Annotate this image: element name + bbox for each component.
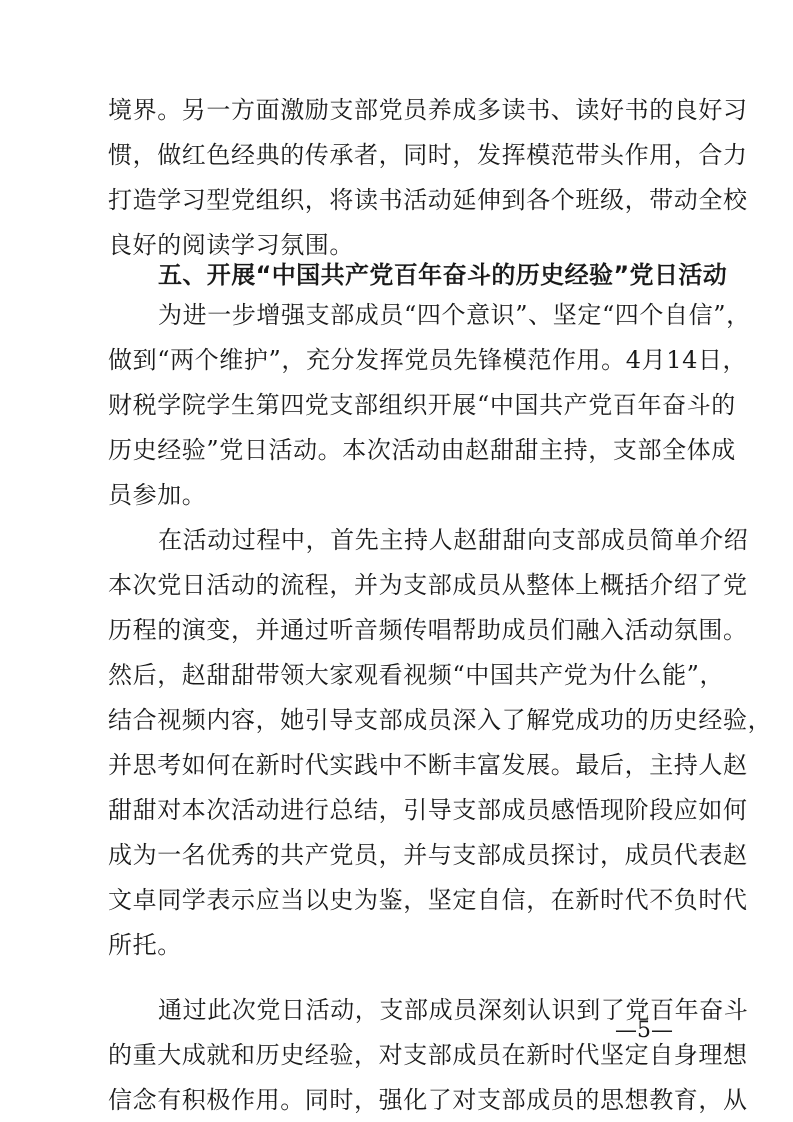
text-line: 信念有积极作用。同时，强化了对支部成员的思想教育，从 [108,1086,748,1114]
text-line: 甜甜对本次活动进行总结，引导支部成员感悟现阶段应如何 [108,796,748,824]
text-line: 的重大成就和历史经验，对支部成员在新时代坚定自身理想 [108,1041,748,1069]
text-line: 境界。另一方面激励支部党员养成多读书、读好书的良好习 [108,96,748,124]
text-line: 惯，做红色经典的传承者，同时，发挥模范带头作用，合力 [108,141,748,169]
text-line: 文卓同学表示应当以史为鉴，坚定自信，在新时代不负时代 [108,886,748,914]
text-line: 结合视频内容，她引导支部成员深入了解党成功的历史经验， [108,706,773,734]
text-line: 成为一名优秀的共产党员，并与支部成员探讨，成员代表赵 [108,841,748,869]
text-line: 所托。 [108,931,182,959]
text-line: 通过此次党日活动，支部成员深刻认识到了党百年奋斗 [158,996,749,1024]
text-line: 打造学习型党组织，将读书活动延伸到各个班级，带动全校 [108,186,748,214]
text-line: 然后，赵甜甜带领大家观看视频“中国共产党为什么能”， [108,661,725,689]
page-number: —5— [615,1018,673,1043]
text-line: 员参加。 [108,481,207,509]
section-heading: 五、开展“中国共产党百年奋斗的历史经验”党日活动 [158,261,728,289]
text-line: 做到“两个维护”，充分发挥党员先锋模范作用。4月14日， [108,346,748,374]
text-line: 历程的演变，并通过听音频传唱帮助成员们融入活动氛围。 [108,616,748,644]
text-line: 为进一步增强支部成员“四个意识”、坚定“四个自信”， [158,301,751,329]
text-line: 财税学院学生第四党支部组织开展“中国共产党百年奋斗的 [108,391,736,419]
text-line: 并思考如何在新时代实践中不断丰富发展。最后，主持人赵 [108,751,748,779]
text-line: 良好的阅读学习氛围。 [108,231,354,259]
text-line: 历史经验”党日活动。本次活动由赵甜甜主持，支部全体成 [108,436,736,464]
text-line: 在活动过程中，首先主持人赵甜甜向支部成员简单介绍 [158,526,749,554]
text-line: 本次党日活动的流程，并为支部成员从整体上概括介绍了党 [108,571,748,599]
